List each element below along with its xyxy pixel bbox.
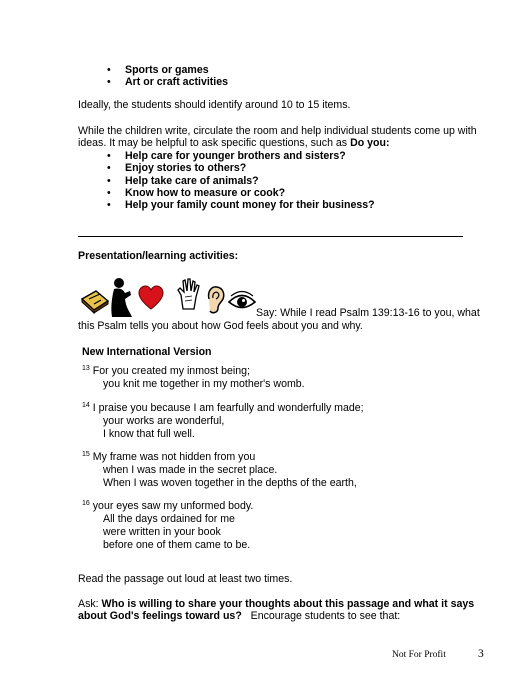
- question-bullet-list: [106, 150, 375, 211]
- heart-icon: [138, 285, 164, 311]
- page-number: 3: [478, 648, 484, 660]
- list-item: • Help take care of animals?: [106, 175, 375, 187]
- activity-icons: [80, 277, 260, 317]
- top-bullet-list: [106, 64, 228, 89]
- verse-line: My frame was not hidden from you: [92, 451, 256, 463]
- paragraph-ideally: Ideally, the students should identify around 10 to 15 items.: [78, 99, 351, 111]
- version-heading: New International Version: [82, 346, 212, 358]
- verse-number: 13: [82, 365, 90, 372]
- verse-line: When I was woven together in the depths of the earth,: [103, 477, 357, 489]
- ask-question: about God's feelings toward us?: [78, 610, 242, 622]
- list-item: • Help your family count money for their business?: [106, 199, 375, 211]
- paragraph-circulate-line1: While the children write, circulate the room and help individual students come up with: [78, 125, 477, 137]
- list-item: • Help care for younger brothers and sisters?: [106, 150, 375, 162]
- say-line-1: Say: While I read Psalm 139:13-16 to you, what: [256, 307, 480, 319]
- section-heading: Presentation/learning activities:: [78, 250, 239, 262]
- paragraph-circulate-line2: [78, 137, 390, 150]
- ear-icon: [204, 285, 226, 315]
- verse-14: [82, 402, 364, 441]
- say-line-2: this Psalm tells you about how God feels about you and why.: [78, 320, 363, 332]
- verse-15: [82, 451, 357, 490]
- eye-icon: [228, 289, 256, 313]
- verse-13: [82, 365, 305, 391]
- verse-number: 15: [82, 451, 90, 458]
- bible-icon: [80, 285, 110, 315]
- horizontal-divider: [78, 236, 463, 237]
- read-instruction: Read the passage out loud at least two times.: [78, 573, 293, 585]
- list-item: • Sports or games: [106, 64, 228, 76]
- praying-person-icon: [110, 277, 134, 317]
- verse-line: your works are wonderful,: [103, 415, 225, 427]
- verse-line: you knit me together in my mother's womb.: [103, 378, 305, 390]
- verse-16: [82, 500, 253, 552]
- verse-line: I know that full well.: [103, 428, 195, 440]
- verse-line: your eyes saw my unformed body.: [92, 500, 254, 512]
- ask-question: Who is willing to share your thoughts about this passage and what it says: [101, 598, 475, 610]
- paragraph-text: ideas. It may be helpful to ask specific questions, such as: [78, 137, 351, 149]
- list-item: • Enjoy stories to others?: [106, 162, 375, 174]
- ask-line-2: [78, 610, 400, 623]
- footer-text: Not For Profit: [392, 650, 446, 660]
- ask-tail: Encourage students to see that:: [241, 610, 401, 622]
- list-item: • Art or craft activities: [106, 76, 228, 88]
- verse-line: when I was made in the secret place.: [103, 464, 278, 476]
- verse-line: were written in your book: [103, 526, 221, 538]
- verse-line: For you created my inmost being;: [92, 365, 250, 377]
- do-you-label: Do you:: [350, 137, 390, 149]
- verse-line: I praise you because I am fearfully and wonderfully made;: [92, 402, 364, 414]
- hand-icon: [176, 277, 202, 311]
- verse-line: before one of them came to be.: [103, 539, 251, 551]
- list-item: • Know how to measure or cook?: [106, 187, 375, 199]
- verse-number: 16: [82, 500, 90, 507]
- verse-line: All the days ordained for me: [103, 513, 235, 525]
- ask-label: Ask:: [78, 598, 102, 610]
- verse-number: 14: [82, 402, 90, 409]
